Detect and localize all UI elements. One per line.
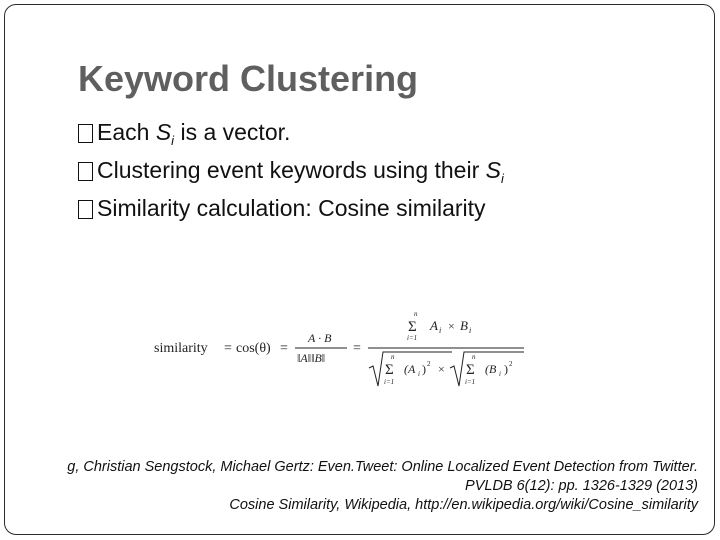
sum-symbol: Σ [466,362,475,378]
term-a: A [430,318,438,333]
sum-lower: i=1 [384,378,395,386]
paren-close: ) [504,362,508,376]
bullet-box-icon [78,124,93,143]
cosine-similarity-formula [152,306,532,392]
references [0,458,698,515]
sum-upper: n [391,353,395,361]
slide-title: Keyword Clustering [78,58,419,99]
formula-eq: = [224,341,232,356]
formula-eq: = [353,341,361,356]
bullet-item [78,193,504,231]
sum-upper: n [472,353,476,361]
exponent: 2 [427,360,431,368]
bullet-text: Clustering event keywords using their [97,157,486,183]
bullet-box-icon [78,162,93,181]
sum-upper: n [414,310,418,318]
reference-line: g, Christian Sengstock, Michael Gertz: Even.Tweet: Online Localized Event Detection from Twitter. [67,459,698,475]
term-a-sub: i [418,370,420,378]
math-variable: S [155,119,172,145]
fraction1-denominator: ‖A‖‖B‖ [297,351,326,365]
formula-eq: = [280,341,288,356]
formula-lhs: similarity [154,341,208,356]
term-b-sub: i [469,326,472,335]
sum-symbol: Σ [385,362,394,378]
formula-cos: cos(θ) [236,341,271,356]
term-b: (B [485,362,497,376]
bullet-text-tail: is a vector. [174,119,291,145]
fraction1-numerator: A · B [308,331,332,345]
math-variable: S [485,157,501,183]
bullet-box-icon [78,200,93,219]
exponent: 2 [509,360,513,368]
reference-line: PVLDB 6(12): pp. 1326-1329 (2013) [465,478,698,494]
math-subscript: i [500,171,504,186]
term-a: (A [404,362,416,376]
bullet-list [78,117,504,231]
reference-line: Cosine Similarity, Wikipedia, http://en.wikipedia.org/wiki/Cosine_similarity [229,497,698,513]
sum-lower: i=1 [465,378,476,386]
bullet-text: Similarity calculation: Cosine similarity [97,195,486,221]
math-subscript: i [171,133,175,148]
term-b: B [460,318,468,333]
times-symbol: × [438,362,445,376]
term-b-sub: i [499,370,501,378]
paren-close: ) [422,362,426,376]
bullet-item [78,155,504,193]
term-a-sub: i [439,326,442,335]
bullet-text: Each [97,119,156,145]
bullet-item [78,117,504,155]
times-symbol: × [448,319,455,333]
sum-lower: i=1 [407,334,418,342]
sum-symbol: Σ [408,319,417,335]
